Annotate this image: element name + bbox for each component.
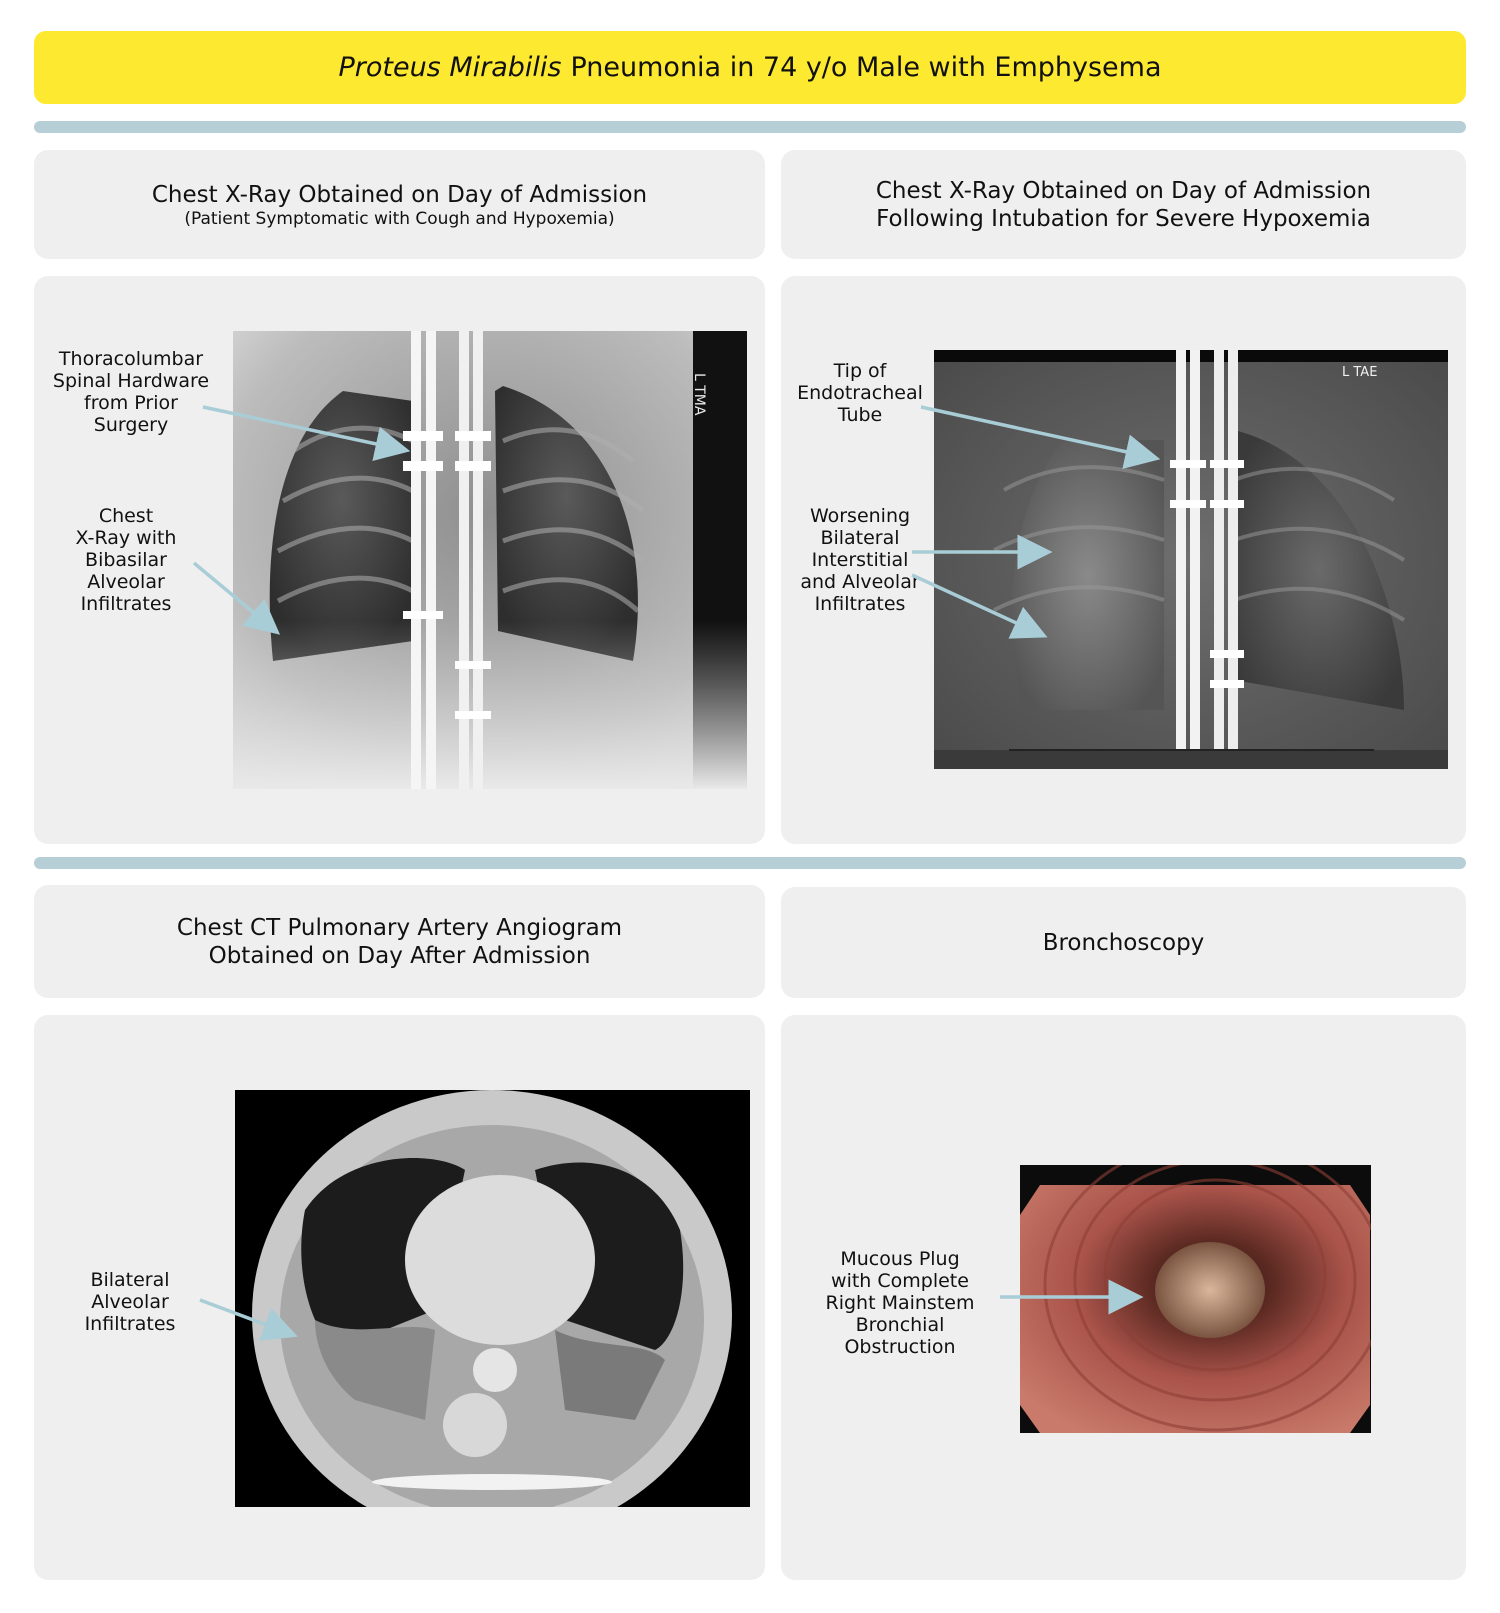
divider-top <box>34 121 1466 133</box>
title-italic: Proteus Mirabilis <box>338 52 562 83</box>
label-endotracheal-tube: Tip of Endotracheal Tube <box>797 360 923 426</box>
xray1-image <box>233 331 747 789</box>
xray2-image <box>934 350 1448 769</box>
xray2-marker: L TAE <box>1342 365 1378 380</box>
ct-title-line1: Chest CT Pulmonary Artery Angiogram <box>176 914 623 941</box>
ct-title-line2: Obtained on Day After Admission <box>208 942 591 969</box>
divider-middle <box>34 857 1466 869</box>
title-banner <box>34 31 1466 104</box>
label-worsening-infiltrates: Worsening Bilateral Interstitial and Alveolar Infiltrates <box>800 505 920 615</box>
xray2-title-line1: Chest X-Ray Obtained on Day of Admission <box>875 177 1372 204</box>
label-bilateral-alveolar: Bilateral Alveolar Infiltrates <box>84 1269 176 1335</box>
label-spinal-hardware: Thoracolumbar Spinal Hardware from Prior Surgery <box>52 348 210 436</box>
bronch-image <box>1020 1165 1371 1433</box>
ct-image <box>235 1090 750 1507</box>
ct-header <box>34 885 765 998</box>
bronch-title: Bronchoscopy <box>1042 929 1205 956</box>
xray1-subtitle: (Patient Symptomatic with Cough and Hypoxemia) <box>184 208 615 229</box>
xray2-header <box>781 150 1466 259</box>
xray1-header <box>34 150 765 259</box>
xray2-title-line2: Following Intubation for Severe Hypoxemia <box>876 205 1371 232</box>
bronch-header <box>781 887 1466 998</box>
label-mucous-plug: Mucous Plug with Complete Right Mainstem Bronchial Obstruction <box>825 1248 975 1358</box>
title-rest: Pneumonia in 74 y/o Male with Emphysema <box>570 52 1162 83</box>
label-bibasilar-infiltrates: Chest X-Ray with Bibasilar Alveolar Infiltrates <box>75 505 177 615</box>
xray1-title: Chest X-Ray Obtained on Day of Admission <box>151 181 648 208</box>
xray1-marker: L TMA <box>691 373 707 416</box>
